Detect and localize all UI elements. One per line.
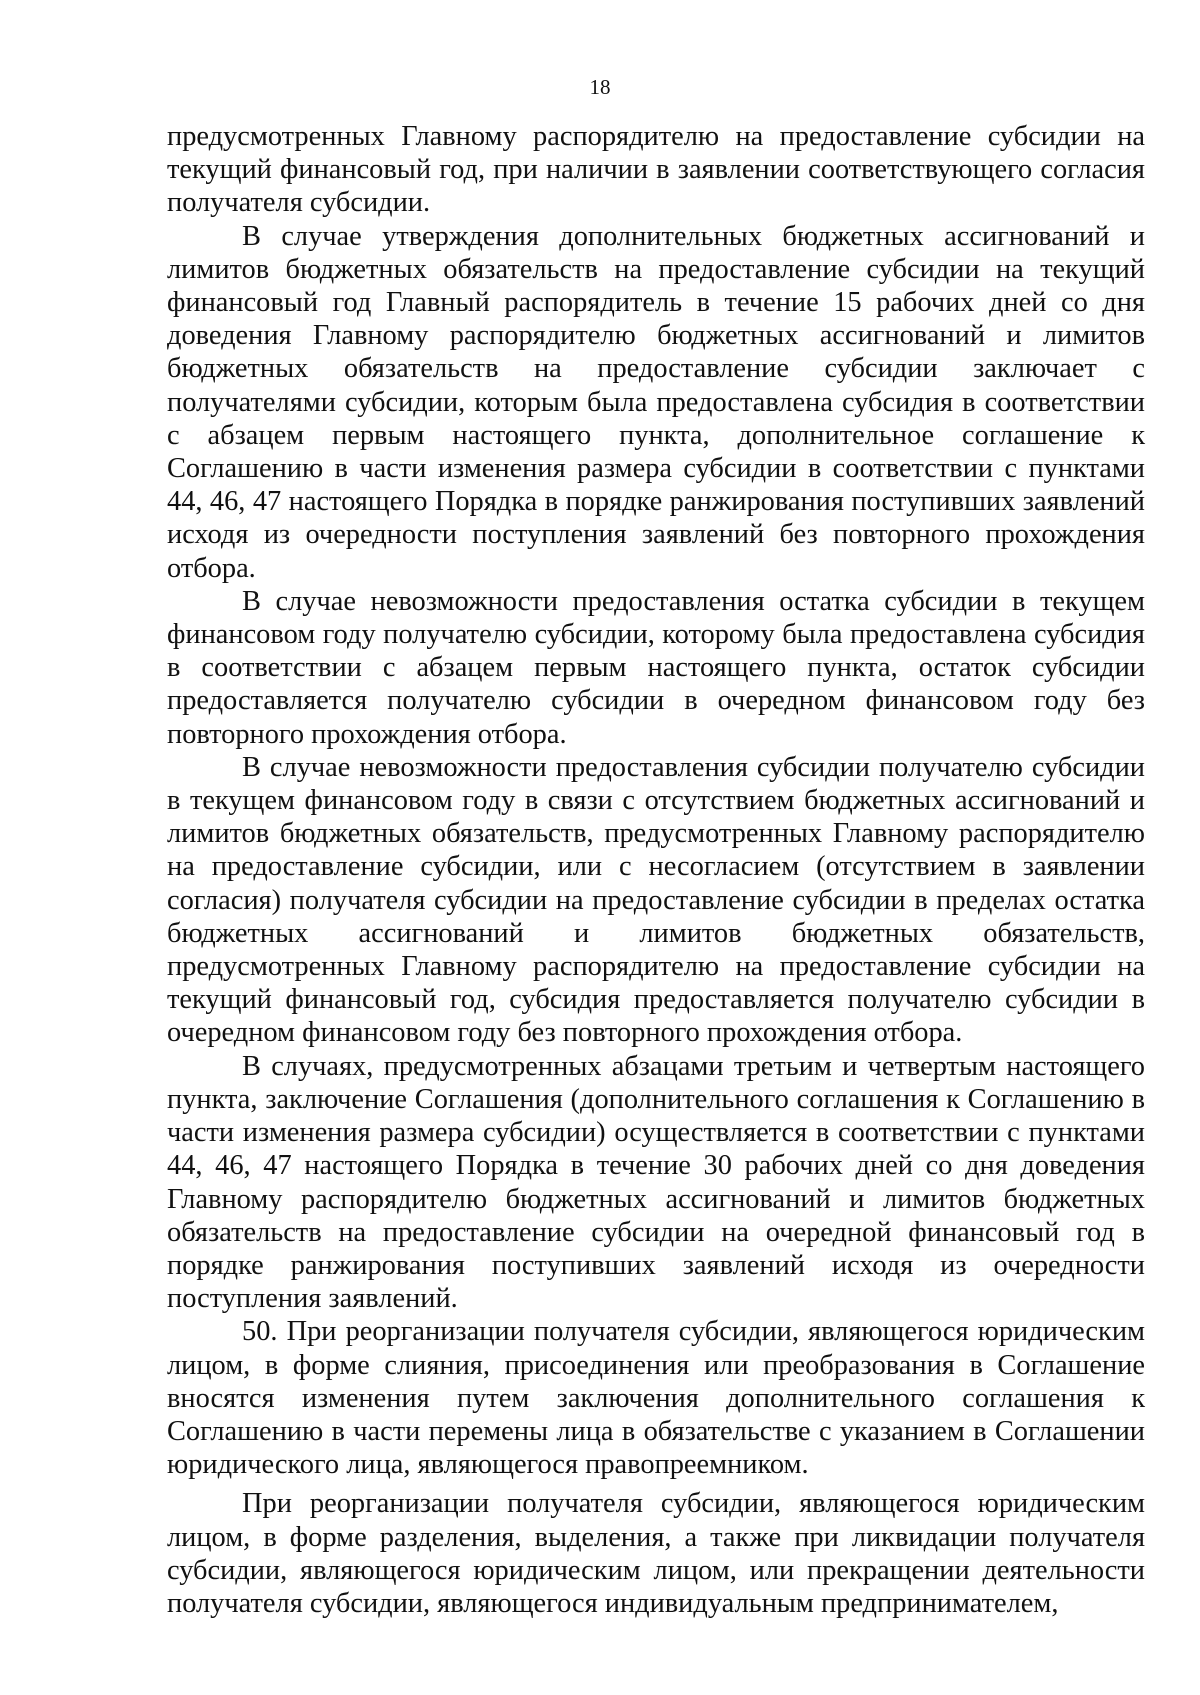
document-body bbox=[167, 120, 1145, 1620]
paragraph-remaining-subsidy: В случае невозможности предоставления остатка субсидии в текущем финансовом году получателю субсидии, которому была предоставлена субсидия в соответствии с абзацем первым настоящего пункта, остаток субсидии предоставляется получателю субсидии в очередном финансовом году без повторного прохождения отбора. bbox=[167, 585, 1145, 750]
paragraph-additional-allocations: В случае утверждения дополнительных бюджетных ассигнований и лимитов бюджетных обязательств на предоставление субсидии на текущий финансовый год Главный распорядитель в течение 15 рабочих дней со дня доведения Главному распорядителю бюджетных ассигнований и лимитов бюджетных обязательств на предоставление субсидии заключает с получателями субсидии, которым была предоставлена субсидия в соответствии с абзацем первым настоящего пункта, дополнительное соглашение к Соглашению в части изменения размера субсидии в соответствии с пунктами 44, 46, 47 настоящего Порядка в порядке ранжирования поступивших заявлений исходя из очередности поступления заявлений без повторного прохождения отбора. bbox=[167, 220, 1145, 584]
paragraph-impossibility-of-subsidy: В случае невозможности предоставления субсидии получателю субсидии в текущем финансовом году в связи с отсутствием бюджетных ассигнований и лимитов бюджетных обязательств, предусмотренных Главному распорядителю на предоставление субсидии, или с несогласием (отсутствием в заявлении согласия) получателя субсидии на предоставление субсидии в пределах остатка бюджетных ассигнований и лимитов бюджетных обязательств, предусмотренных Главному распорядителю на предоставление субсидии на текущий финансовый год, субсидия предоставляется получателю субсидии в очередном финансовом году без повторного прохождения отбора. bbox=[167, 751, 1145, 1049]
paragraph-reorganization-division: При реорганизации получателя субсидии, являющегося юридическим лицом, в форме разделения, выделения, а также при ликвидации получателя субсидии, являющегося юридическим лицом, или прекращении деятельности получателя субсидии, являющегося индивидуальным предпринимателем, bbox=[167, 1488, 1145, 1619]
paragraph-continuation: предусмотренных Главному распорядителю на предоставление субсидии на текущий финансовый год, при наличии в заявлении соответствующего согласия получателя субсидии. bbox=[167, 121, 1145, 219]
page-number: 18 bbox=[589, 75, 611, 99]
paragraph-item-50-reorganization: 50. При реорганизации получателя субсидии, являющегося юридическим лицом, в форме слияния, присоединения или преобразования в Соглашение вносятся изменения путем заключения дополнительного соглашения к Соглашению в части перемены лица в обязательстве с указанием в Соглашении юридического лица, являющегося правопреемником. bbox=[167, 1316, 1145, 1481]
paragraph-agreement-conclusion: В случаях, предусмотренных абзацами третьим и четвертым настоящего пункта, заключение Соглашения (дополнительного соглашения к Соглашению в части изменения размера субсидии) осуществляется в соответствии с пунктами 44, 46, 47 настоящего Порядка в течение 30 рабочих дней со дня доведения Главному распорядителю бюджетных ассигнований и лимитов бюджетных обязательств на предоставление субсидии на очередной финансовый год в порядке ранжирования поступивших заявлений исходя из очередности поступления заявлений. bbox=[167, 1050, 1145, 1315]
